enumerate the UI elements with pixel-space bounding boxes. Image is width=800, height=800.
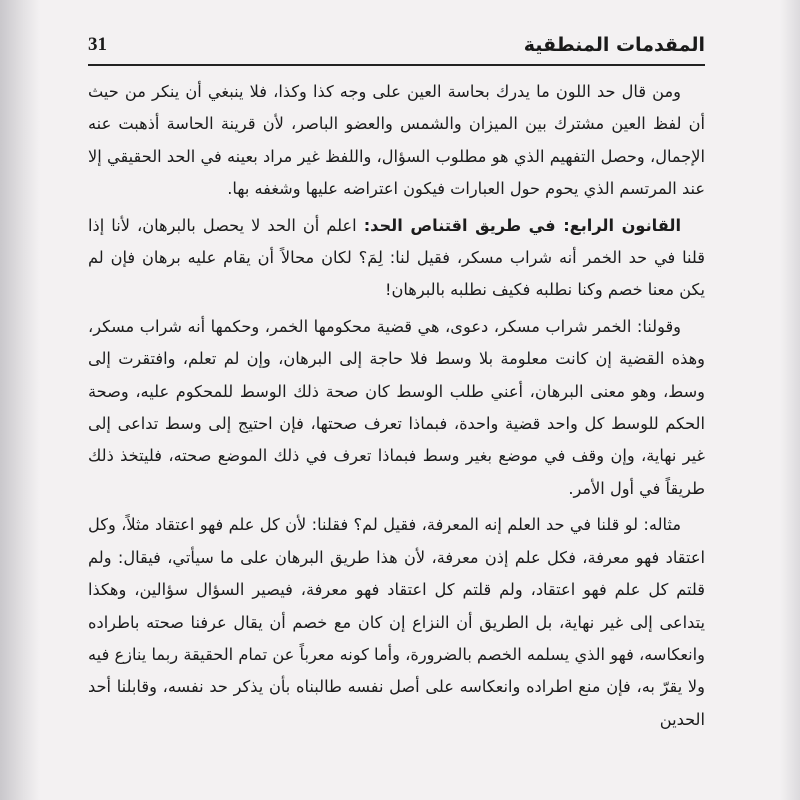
page-header [88,32,705,62]
paragraph-2 [88,210,705,307]
binding-gutter-shadow [0,0,40,800]
paragraph-1-text: ومن قال حد اللون ما يدرك بحاسة العين على وجه كذا وكذا، فلا ينبغي أن ينكر من حيث أن لفظ العين مشترك بين الميزان والشمس والعضو الباصر، لأن قرينة الحاسة أذهبت عنه الإجمال، وحصل التفهيم الذي هو مطلوب السؤال، واللفظ غير مراد بعينه في الحد الحقيقي إلا عند المرتسم الذي يحوم حول العبارات فيكون اعتراضه عليها وشغفه بها. [88,82,705,199]
header-rule [88,64,705,66]
page-number: 31 [88,34,107,55]
paragraph-3 [88,311,705,505]
paragraph-3-text: وقولنا: الخمر شراب مسكر، دعوى، هي قضية محكومها الخمر، وحكمها أنه شراب مسكر، وهذه القضية إن كانت معلومة بلا وسط فلا حاجة إلى البرهان، وإن لم تعلم، وافتقرت إلى وسط، وهو معنى البرهان، أعني طلب الوسط كان صحة ذلك الوسط للمحكوم عليه، وصحة الحكم للوسط كل واحد قضية واحدة، فبماذا تعرف صحتها، فإن احتيج إلى وسط تداعى إلى غير نهاية، وإن وقف في موضع بغير وسط فبماذا تعرف في ذلك الموضع صحته، فليتخذ ذلك طريقاً في أول الأمر. [88,316,705,498]
paragraph-2-text: اعلم أن الحد لا يحصل بالبرهان، لأنا إذا قلنا في حد الخمر أنه شراب مسكر، فقيل لنا: لِمَ؟ لكان محالاً أن يقام عليه برهان فإن لم يكن معنا خصم وكنا نطلبه فكيف نطلبه بالبرهان! [88,215,705,300]
paragraph-1 [88,76,705,206]
paragraph-4 [88,509,705,736]
running-title: المقدمات المنطقية [523,34,705,56]
section-heading-fourth-law: القانون الرابع: في طريق اقتناص الحد: [363,215,682,235]
page-body [88,76,705,740]
paragraph-4-text: مثاله: لو قلنا في حد العلم إنه المعرفة، فقيل لم؟ فقلنا: لأن كل علم فهو اعتقاد مثلاً، وكل اعتقاد فهو معرفة، فكل علم إذن معرفة، لأن هذا طريق البرهان على ما سيأتي، فيقال: ولم قلتم كل علم فهو اعتقاد، ولم قلتم كل اعتقاد فهو معرفة، فيصير السؤال سؤالين، وهكذا يتداعى إلى غير نهاية، بل الطريق أن النزاع إن كان مع خصم أن يقال عرفنا صحته باطراده وانعكاسه، فهو الذي يسلمه الخصم بالضرورة، وأما كونه معرباً عن تمام الحقيقة ربما ينازع فيه ولا يقرّ به، فإن منع اطراده وانعكاسه على أصل نفسه طالبناه بأن يذكر حد نفسه، وقابلنا أحد الحدين [88,515,705,729]
page-edge-shadow [780,0,800,800]
